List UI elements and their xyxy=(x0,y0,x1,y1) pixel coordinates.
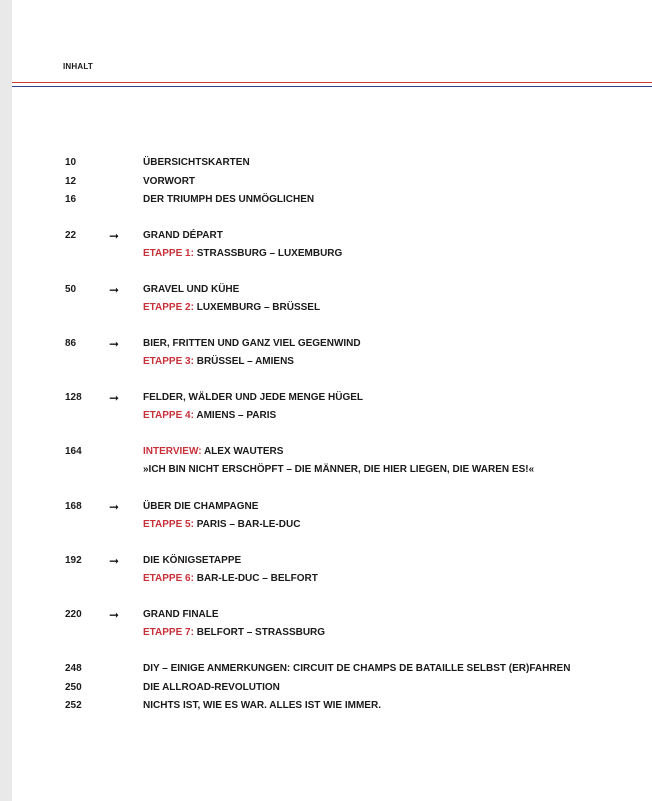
stage-route: BELFORT – STRASSBURG xyxy=(196,627,326,638)
stage-label: ETAPPE 2: xyxy=(143,302,194,313)
stage-line xyxy=(143,519,300,531)
page-number: 22 xyxy=(65,230,77,241)
arrow-right-icon: ➞ xyxy=(109,283,120,297)
stage-line xyxy=(143,356,294,368)
interview-line xyxy=(143,446,283,458)
stage-label: ETAPPE 1: xyxy=(143,248,194,259)
entry-title: DER TRIUMPH DES UNMÖGLICHEN xyxy=(143,194,315,205)
entry-title: GRAVEL UND KÜHE xyxy=(143,284,240,295)
page-number: 252 xyxy=(65,700,82,711)
page-number: 12 xyxy=(65,176,77,187)
page-number: 50 xyxy=(65,284,77,295)
page-number: 16 xyxy=(65,194,77,205)
entry-title: ÜBER DIE CHAMPAGNE xyxy=(143,501,259,512)
arrow-right-icon: ➞ xyxy=(109,554,120,568)
stage-label: ETAPPE 7: xyxy=(143,627,194,638)
entry-title: BIER, FRITTEN UND GANZ VIEL GEGENWIND xyxy=(143,338,361,349)
stage-route: BAR-LE-DUC – BELFORT xyxy=(196,573,318,584)
arrow-right-icon: ➞ xyxy=(109,229,120,243)
book-page xyxy=(12,0,652,801)
stage-label: ETAPPE 5: xyxy=(143,519,194,530)
stage-line xyxy=(143,573,318,585)
entry-title: NICHTS IST, WIE ES WAR. ALLES IST WIE IMMER. xyxy=(143,700,381,711)
section-header: INHALT xyxy=(63,62,93,71)
stage-line xyxy=(143,302,320,314)
entry-title: DIY – EINIGE ANMERKUNGEN: CIRCUIT DE CHAMPS DE BATAILLE SELBST (ER)FAHREN xyxy=(143,663,571,674)
entry-title: VORWORT xyxy=(143,176,196,187)
page-number: 10 xyxy=(65,157,77,168)
arrow-right-icon: ➞ xyxy=(109,500,120,514)
arrow-right-icon: ➞ xyxy=(109,608,120,622)
page-number: 248 xyxy=(65,663,82,674)
page-number: 250 xyxy=(65,682,82,693)
interview-label: INTERVIEW: xyxy=(143,446,202,457)
blue-rule-divider xyxy=(12,86,652,87)
arrow-right-icon: ➞ xyxy=(109,337,120,351)
page-number: 128 xyxy=(65,392,82,403)
page-number: 168 xyxy=(65,501,82,512)
stage-route: LUXEMBURG – BRÜSSEL xyxy=(196,302,321,313)
entry-title: GRAND FINALE xyxy=(143,609,219,620)
stage-line xyxy=(143,410,276,422)
interview-name: ALEX WAUTERS xyxy=(203,446,284,457)
entry-title: FELDER, WÄLDER UND JEDE MENGE HÜGEL xyxy=(143,392,364,403)
page-number: 86 xyxy=(65,338,77,349)
stage-label: ETAPPE 4: xyxy=(143,410,194,421)
stage-line xyxy=(143,248,342,260)
page-number: 192 xyxy=(65,555,82,566)
page-number: 164 xyxy=(65,446,82,457)
interview-quote: »ICH BIN NICHT ERSCHÖPFT – DIE MÄNNER, DIE HIER LIEGEN, DIE WAREN ES!« xyxy=(143,464,535,475)
red-rule-divider xyxy=(12,82,652,83)
stage-route: BRÜSSEL – AMIENS xyxy=(196,356,294,367)
stage-label: ETAPPE 6: xyxy=(143,573,194,584)
entry-title: DIE KÖNIGSETAPPE xyxy=(143,555,242,566)
stage-line xyxy=(143,627,325,639)
entry-title: DIE ALLROAD-REVOLUTION xyxy=(143,682,280,693)
entry-title: ÜBERSICHTSKARTEN xyxy=(143,157,250,168)
stage-label: ETAPPE 3: xyxy=(143,356,194,367)
stage-route: AMIENS – PARIS xyxy=(196,410,277,421)
page-number: 220 xyxy=(65,609,82,620)
stage-route: PARIS – BAR-LE-DUC xyxy=(196,519,301,530)
entry-title: GRAND DÉPART xyxy=(143,230,223,241)
arrow-right-icon: ➞ xyxy=(109,391,120,405)
stage-route: STRASSBURG – LUXEMBURG xyxy=(196,248,343,259)
